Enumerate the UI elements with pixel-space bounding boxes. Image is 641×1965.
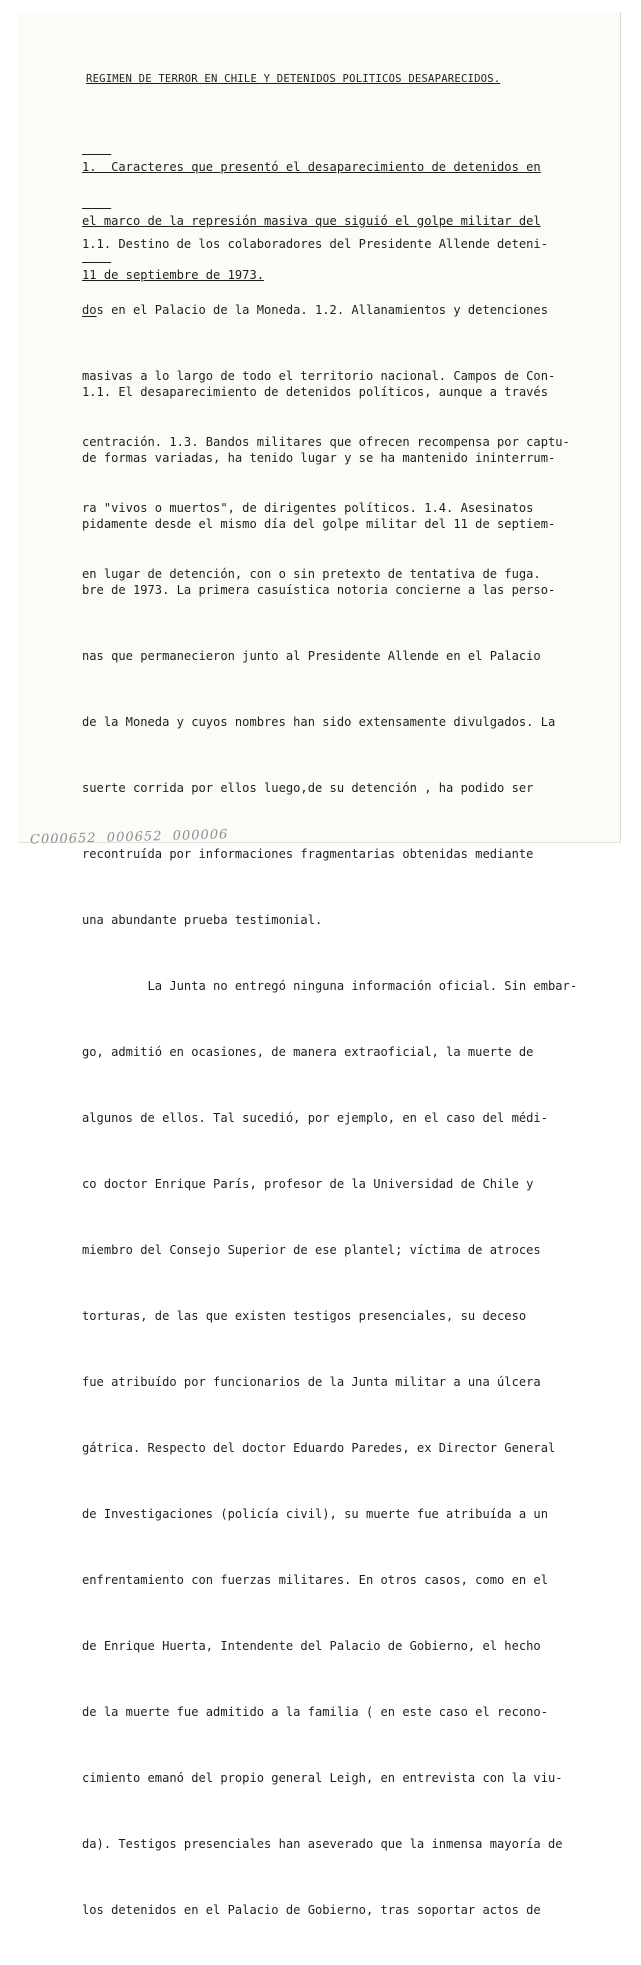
section-title-line: 11 de septiembre de 1973.: [82, 268, 265, 282]
archive-stamp-numbers: C000652 000652 000006: [29, 827, 229, 848]
body-line: de la muerte fue admitido a la familia ( en este caso el recono-: [82, 1705, 548, 1719]
body-line: 1.1. El desaparecimiento de detenidos políticos, aunque a través: [82, 385, 548, 399]
body-line: una abundante prueba testimonial.: [82, 913, 323, 927]
body-line: los detenidos en el Palacio de Gobierno, tras soportar actos de: [82, 1903, 541, 1917]
document-page: [18, 12, 621, 1917]
body-line: nas que permanecieron junto al Presidente Allende en el Palacio: [82, 649, 541, 663]
body-line: recontruída por informaciones fragmentarias obtenidas mediante: [82, 847, 534, 861]
body-line: de la Moneda y cuyos nombres han sido extensamente divulgados. La: [82, 715, 556, 729]
body-line: de formas variadas, ha tenido lugar y se ha mantenido ininterrum-: [82, 451, 556, 465]
body-line: da). Testigos presenciales han aseverado que la inmensa mayoría de: [82, 1837, 563, 1851]
body-line: La Junta no entregó ninguna información oficial. Sin embar-: [82, 979, 578, 993]
body-line: go, admitió en ocasiones, de manera extraoficial, la muerte de: [82, 1045, 534, 1059]
body-line: algunos de ellos. Tal sucedió, por ejemplo, en el caso del médi-: [82, 1111, 548, 1125]
document-heading: REGIMEN DE TERROR EN CHILE Y DETENIDOS POLITICOS DESAPARECIDOS.: [86, 73, 501, 85]
body-line: cimiento emanó del propio general Leigh, en entrevista con la viu-: [82, 1771, 563, 1785]
body-line: gátrica. Respecto del doctor Eduardo Paredes, ex Director General: [82, 1441, 556, 1455]
body-line: bre de 1973. La primera casuística notoria concierne a las perso-: [82, 583, 556, 597]
body-line: torturas, de las que existen testigos presenciales, su deceso: [82, 1309, 527, 1323]
body-text: [82, 337, 577, 1965]
body-line: de Enrique Huerta, Intendente del Palacio de Gobierno, el hecho: [82, 1639, 541, 1653]
section-title-line: 1. Caracteres que presentó el desaparecimiento de detenidos en: [82, 160, 541, 174]
summary-line: masivas a lo largo de todo el territorio nacional. Campos de Con-: [82, 369, 556, 383]
body-line: de Investigaciones (policía civil), su muerte fue atribuída a un: [82, 1507, 548, 1521]
body-line: miembro del Consejo Superior de ese plantel; víctima de atroces: [82, 1243, 541, 1257]
summary-line: 1.1. Destino de los colaboradores del Presidente Allende deteni-: [82, 237, 548, 251]
section-title-line: el marco de la represión masiva que siguió el golpe militar del: [82, 214, 541, 228]
body-line: suerte corrida por ellos luego,de su detención , ha podido ser: [82, 781, 534, 795]
summary-line: en lugar de detención, con o sin pretexto de tentativa de fuga.: [82, 567, 541, 581]
body-line: fue atribuído por funcionarios de la Junta militar a una úlcera: [82, 1375, 541, 1389]
body-line: enfrentamiento con fuerzas militares. En otros casos, como en el: [82, 1573, 548, 1587]
body-line: co doctor Enrique París, profesor de la Universidad de Chile y: [82, 1177, 534, 1191]
summary-line: centración. 1.3. Bandos militares que ofrecen recompensa por captu-: [82, 435, 570, 449]
body-line: pidamente desde el mismo día del golpe militar del 11 de septiem-: [82, 517, 556, 531]
summary-line: ra "vivos o muertos", de dirigentes políticos. 1.4. Asesinatos: [82, 501, 534, 515]
summary-line: dos en el Palacio de la Moneda. 1.2. Allanamientos y detenciones: [82, 303, 548, 317]
